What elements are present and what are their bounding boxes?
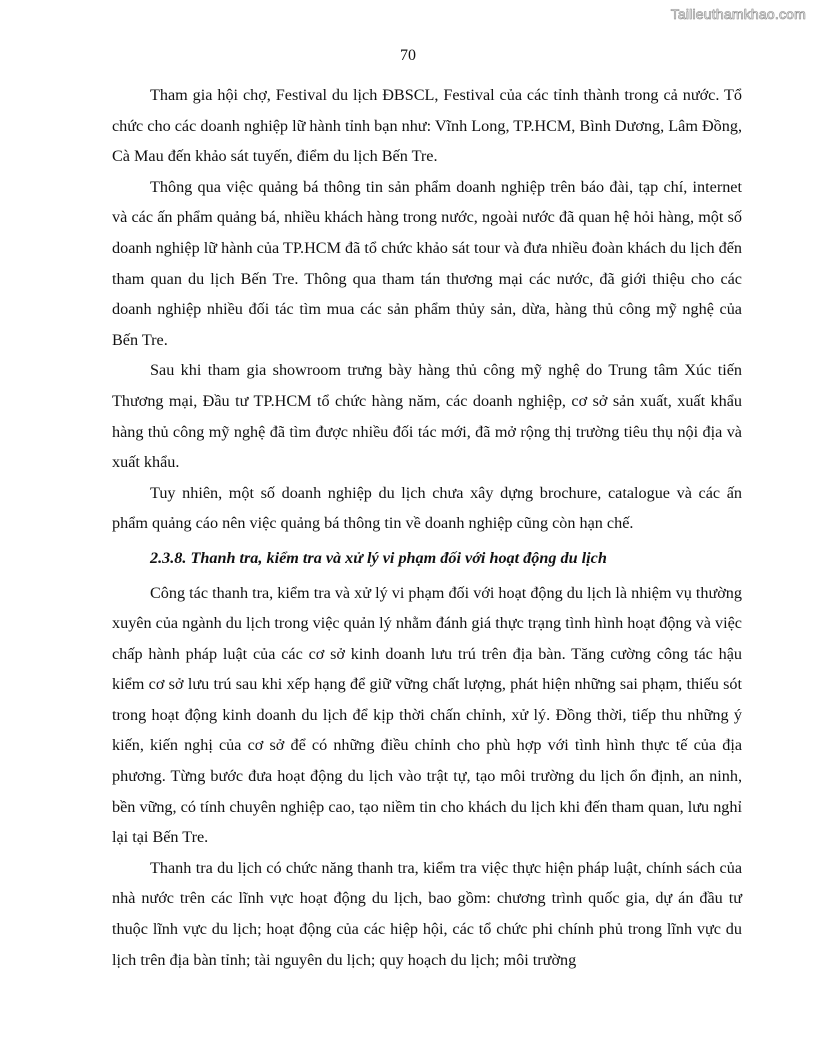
paragraph: Thanh tra du lịch có chức năng thanh tra, kiểm tra việc thực hiện pháp luật, chính sách của nhà nước trên các lĩnh vực hoạt động du lịch, bao gồm: chương trình quốc gia, dự án đầu tư thuộc lĩnh vực du lịch; hoạt động của các hiệp hội, các tổ chức phi chính phủ trong lĩnh vực du lịch trên địa bàn tỉnh; tài nguyên du lịch; quy hoạch du lịch; môi trường	[112, 858, 742, 969]
paragraph: Công tác thanh tra, kiểm tra và xử lý vi phạm đối với hoạt động du lịch là nhiệm vụ thường xuyên của ngành du lịch trong việc quản lý nhằm đánh giá thực trạng tình hình hoạt động và việc chấp hành pháp luật của các cơ sở kinh doanh lưu trú trên địa bàn. Tăng cường công tác hậu kiểm cơ sở lưu trú sau khi xếp hạng để giữ vững chất lượng, phát hiện những sai phạm, thiếu sót trong hoạt động kinh doanh du lịch để kịp thời chấn chỉnh, xử lý. Đồng thời, tiếp thu những ý kiến, kiến nghị của cơ sở để có những điều chỉnh cho phù hợp với tình hình thực tế của địa phương. Từng bước đưa hoạt động du lịch vào trật tự, tạo môi trường du lịch ổn định, an ninh, bền vững, có tính chuyên nghiệp cao, tạo niềm tin cho khách du lịch khi đến tham quan, lưu nghỉ lại tại Bến Tre.	[112, 583, 742, 847]
watermark: Tailieuthamkhao.com	[670, 6, 806, 22]
paragraph: Tham gia hội chợ, Festival du lịch ĐBSCL, Festival của các tỉnh thành trong cả nước. Tổ chức cho các doanh nghiệp lữ hành tỉnh bạn như: Vĩnh Long, TP.HCM, Bình Dương, Lâm Đồng, Cà Mau đến khảo sát tuyến, điểm du lịch Bến Tre.	[112, 86, 742, 166]
page-number: 70	[400, 47, 416, 64]
paragraph: Tuy nhiên, một số doanh nghiệp du lịch chưa xây dựng brochure, catalogue và các ấn phẩm quảng cáo nên việc quảng bá thông tin về doanh nghiệp cũng còn hạn chế.	[112, 483, 742, 533]
section-heading: 2.3.8. Thanh tra, kiểm tra và xử lý vi phạm đối với hoạt động du lịch	[150, 548, 607, 567]
paragraph: Sau khi tham gia showroom trưng bày hàng thủ công mỹ nghệ do Trung tâm Xúc tiến Thương mại, Đầu tư TP.HCM tổ chức hàng năm, các doanh nghiệp, cơ sở sản xuất, xuất khẩu hàng thủ công mỹ nghệ đã tìm được nhiều đối tác mới, đã mở rộng thị trường tiêu thụ nội địa và xuất khẩu.	[112, 361, 742, 472]
paragraph: Thông qua việc quảng bá thông tin sản phẩm doanh nghiệp trên báo đài, tạp chí, internet và các ấn phẩm quảng bá, nhiều khách hàng trong nước, ngoài nước đã quan hệ hỏi hàng, một số doanh nghiệp lữ hành của TP.HCM đã tổ chức khảo sát tour và đưa nhiều đoàn khách du lịch đến tham quan du lịch Bến Tre. Thông qua tham tán thương mại các nước, đã giới thiệu cho các doanh nghiệp nhiều đối tác tìm mua các sản phẩm thủy sản, dừa, hàng thủ công mỹ nghệ của Bến Tre.	[112, 177, 742, 349]
document-body	[112, 80, 742, 975]
